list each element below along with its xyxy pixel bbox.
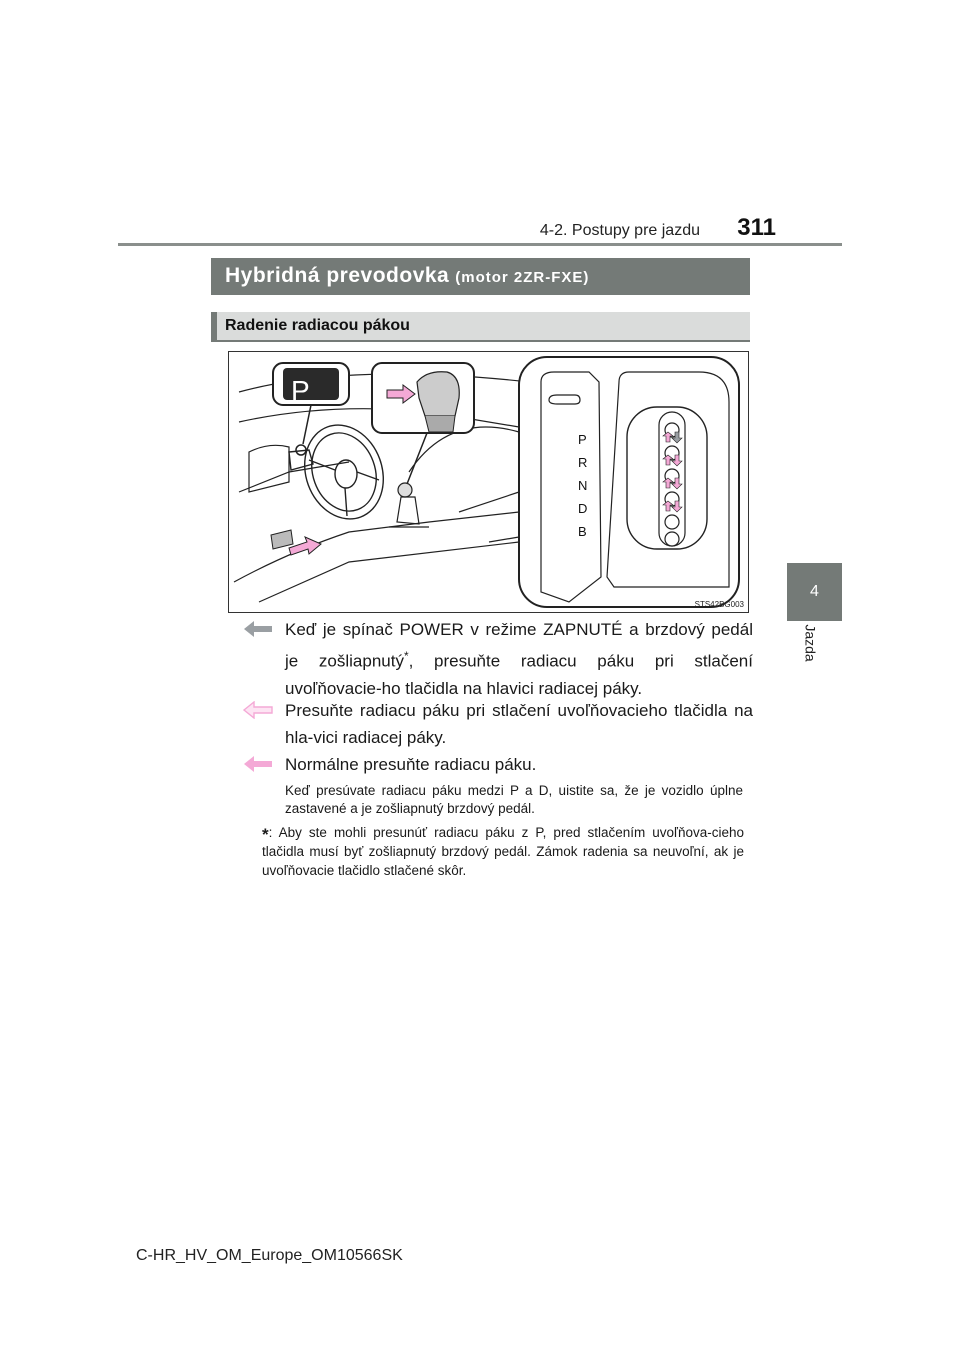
shift-lever bbox=[389, 483, 429, 527]
instruction-item-2 bbox=[243, 697, 753, 751]
gate-letter-n: N bbox=[578, 478, 588, 493]
instruction-item-3 bbox=[243, 751, 753, 778]
header-divider bbox=[118, 243, 842, 246]
main-heading bbox=[211, 258, 750, 295]
pink-arrow-icon bbox=[243, 755, 273, 773]
chapter-label-text: Jazda bbox=[802, 624, 819, 662]
item-2-text: Presuňte radiacu páku pri stlačení uvoľňovacieho tlačidla na hla-vici radiacej páky. bbox=[285, 701, 753, 747]
page-number: 311 bbox=[737, 214, 776, 241]
chapter-label bbox=[800, 615, 830, 675]
knob-callout bbox=[372, 363, 474, 484]
heading-subtitle: (motor 2ZR-FXE) bbox=[455, 269, 590, 286]
heading-title: Hybridná prevodovka bbox=[225, 264, 450, 287]
item-1-text: Keď je spínač POWER v režime ZAPNUTÉ a brzdový pedál je zošliapnutý bbox=[285, 620, 753, 671]
gate-letter-d: D bbox=[578, 501, 588, 516]
chapter-tab: 4 bbox=[787, 563, 842, 621]
note-text: Keď presúvate radiacu páku medzi P a D, uistite sa, že je vozidlo úplne zastavené a je zošliapnutý brzdový pedál. bbox=[285, 783, 743, 816]
footnote-text: : Aby ste mohli presunúť radiacu páku z P, pred stlačením uvoľňova-cieho tlačidla musí byť zošliapnutý brzdový pedál. Zámok radenia sa neuvoľní, ak je uvoľňovacie tlačidlo stlačené skôr. bbox=[262, 825, 744, 878]
brake-arrow-icon bbox=[289, 537, 321, 555]
subheading-text: Radenie radiacou pákou bbox=[225, 317, 410, 334]
footnote bbox=[262, 822, 744, 880]
shift-gate-panel bbox=[519, 357, 739, 607]
figure-code: STS42BG003 bbox=[694, 600, 744, 609]
gate-letter-b: B bbox=[578, 524, 587, 539]
pink-outline-arrow-icon bbox=[243, 701, 273, 719]
instruction-item-1 bbox=[243, 616, 753, 702]
footnote-star: * bbox=[262, 825, 269, 844]
gate-letter-p: P bbox=[578, 432, 587, 447]
gate-letter-r: R bbox=[578, 455, 588, 470]
gray-arrow-icon bbox=[243, 620, 273, 638]
p-indicator-letter: P bbox=[291, 375, 310, 406]
subheading-marker bbox=[211, 312, 217, 342]
section-title: 4-2. Postupy pre jazdu bbox=[539, 222, 700, 239]
subheading bbox=[211, 312, 750, 342]
item-1-star: * bbox=[403, 649, 409, 663]
shift-lever-illustration bbox=[228, 351, 749, 613]
document-code: C-HR_HV_OM_Europe_OM10566SK bbox=[136, 1247, 403, 1264]
item-1-text-cont: , presuňte radiacu páku pri stlačení uvoľňovacie-ho tlačidla na hlavici radiacej páky. bbox=[285, 651, 753, 698]
item-3-text: Normálne presuňte radiacu páku. bbox=[285, 755, 537, 774]
brake-pedal bbox=[271, 530, 321, 555]
